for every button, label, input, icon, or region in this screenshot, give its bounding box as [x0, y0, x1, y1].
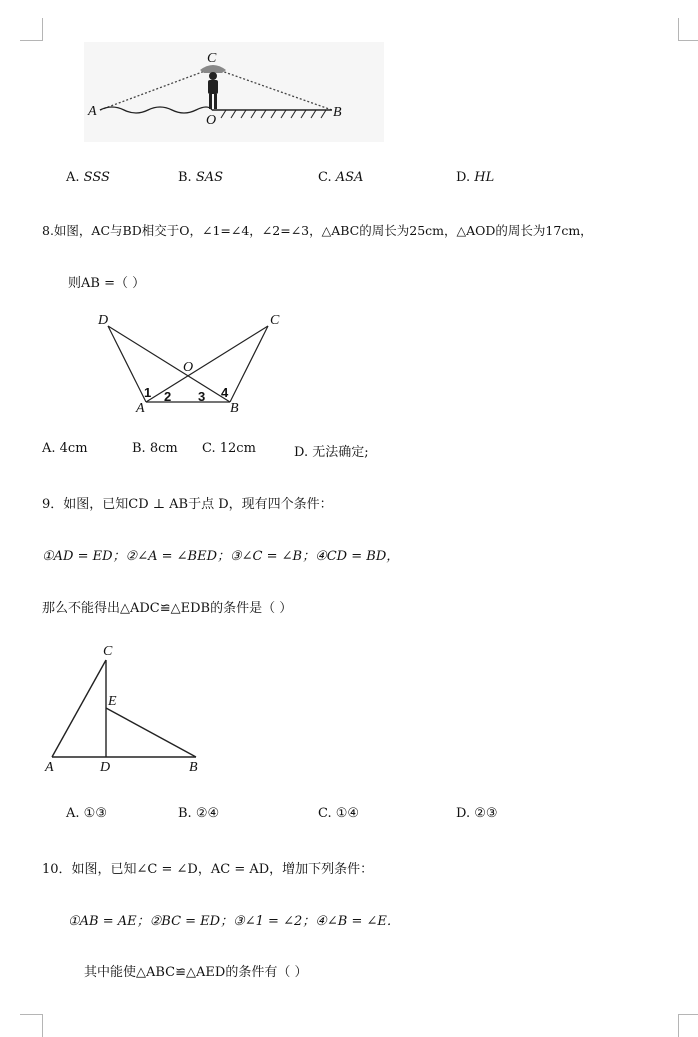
q9-label-d: D — [100, 760, 111, 775]
q9-label-c: C — [103, 644, 113, 659]
q8-stem-line2: 则AB =（ ） — [68, 276, 146, 291]
q7-option-b: B. SAS — [178, 170, 224, 185]
q9-conditions: ①AD = ED；②∠A = ∠BED；③∠C = ∠B；④CD = BD， — [42, 549, 400, 564]
q8-label-d: D — [98, 313, 109, 328]
q10-stem-line1: 10．如图，已知∠C = ∠D，AC = AD，增加下列条件： — [42, 862, 374, 877]
q7-option-c: C. ASA — [318, 170, 364, 185]
q8-option-c: C. 12cm — [202, 441, 256, 456]
q8-angle-4: 4 — [221, 385, 229, 400]
q9-option-d: D. ②③ — [456, 806, 498, 821]
q7-label-c: C — [207, 51, 217, 66]
q9-question: 那么不能得出△ADC≌△EDB的条件是（ ） — [42, 601, 293, 616]
q9-label-b: B — [189, 760, 198, 775]
q10-question: 其中能使△ABC≌△AED的条件有（ ） — [84, 965, 308, 980]
q8-label-a: A — [136, 401, 145, 416]
q8-stem-line1: 8.如图，AC与BD相交于O，∠1=∠4，∠2=∠3，△ABC的周长为25cm，△AOD的周长为17cm， — [42, 223, 593, 238]
q7-label-b: B — [333, 105, 342, 120]
q8-label-o: O — [183, 360, 194, 375]
q7-label-o: O — [206, 113, 217, 128]
q8-label-b: B — [230, 401, 239, 416]
q8-angle-2: 2 — [164, 389, 172, 404]
q9-option-b: B. ②④ — [178, 806, 220, 821]
q7-option-a: A. SSS — [66, 170, 110, 185]
q10-conditions: ①AB = AE；②BC = ED；③∠1 = ∠2；④∠B = ∠E． — [68, 914, 400, 929]
q8-option-d: D. 无法确定; — [294, 445, 369, 460]
q9-option-a: A. ①③ — [66, 806, 107, 821]
q8-option-b: B. 8cm — [132, 441, 178, 456]
q8-angle-1: 1 — [144, 385, 152, 400]
q9-stem-line1: 9．如图，已知CD ⊥ AB于点 D，现有四个条件： — [42, 497, 333, 512]
q7-option-d: D. HL — [456, 170, 495, 185]
q8-option-a: A. 4cm — [42, 441, 88, 456]
q9-option-c: C. ①④ — [318, 806, 360, 821]
q9-label-a: A — [45, 760, 54, 775]
q8-angle-3: 3 — [198, 389, 206, 404]
q9-label-e: E — [108, 694, 117, 709]
q7-label-a: A — [88, 104, 97, 119]
q8-label-c: C — [270, 313, 280, 328]
